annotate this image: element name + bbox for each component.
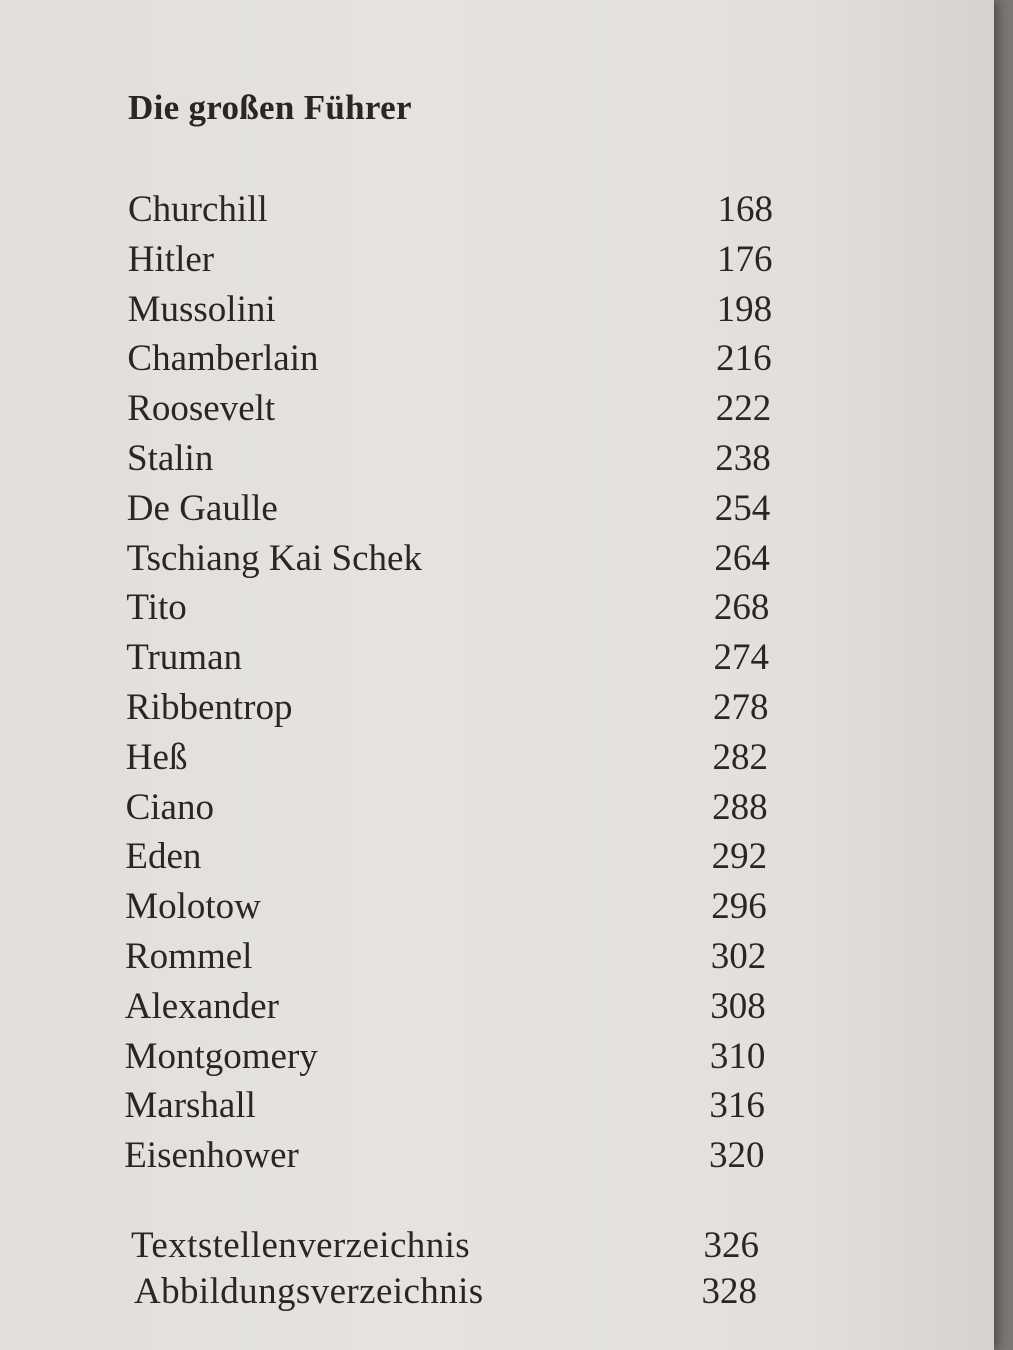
- entry-page-number: 302: [710, 936, 767, 977]
- entry-page-number: 310: [709, 1035, 766, 1077]
- section-heading: Die großen Führer: [128, 88, 412, 127]
- entry-page-number: 176: [717, 238, 773, 280]
- entry-page-number: 168: [717, 189, 773, 230]
- entry-name: Tschiang Kai Schek: [126, 537, 422, 579]
- entry-name: Alexander: [124, 985, 279, 1027]
- toc-entry: [0, 634, 994, 682]
- toc-entry: [0, 933, 994, 981]
- entry-name: Heß: [125, 736, 188, 778]
- entry-name: Marshall: [124, 1085, 256, 1127]
- entry-page-number: 316: [709, 1085, 765, 1127]
- toc-entry: [0, 584, 994, 632]
- toc-entry: [0, 734, 994, 782]
- entry-page-number: 264: [714, 537, 770, 579]
- entry-page-number: 278: [713, 687, 769, 728]
- toc-entry: [0, 485, 994, 533]
- toc-entry: [0, 1132, 994, 1180]
- entry-name: Rommel: [125, 936, 253, 977]
- toc-entry: [0, 784, 994, 832]
- toc-entry: [0, 1033, 994, 1081]
- entry-page-number: 326: [703, 1225, 759, 1266]
- entry-name: Chamberlain: [127, 338, 319, 380]
- toc-entry: [0, 335, 994, 383]
- appendix-entry: [0, 1222, 994, 1270]
- entry-page-number: 308: [710, 985, 766, 1027]
- toc-entry: [0, 236, 994, 284]
- entry-page-number: 296: [711, 886, 767, 928]
- toc-entry: [0, 883, 994, 931]
- entry-page-number: 268: [713, 587, 770, 629]
- toc-entry: [0, 385, 994, 433]
- entry-name: Stalin: [127, 438, 214, 479]
- entry-page-number: 216: [716, 338, 772, 380]
- entry-page-number: 288: [712, 786, 768, 828]
- toc-entry: [0, 286, 994, 334]
- appendix-entry: [0, 1268, 994, 1316]
- entry-name: Ciano: [125, 786, 214, 828]
- toc-entry: [0, 535, 994, 583]
- toc-entry: [0, 684, 994, 732]
- entry-page-number: 198: [716, 288, 773, 330]
- entry-name: De Gaulle: [126, 487, 278, 529]
- entry-name: Eisenhower: [124, 1135, 299, 1177]
- entry-name: Textstellenverzeichnis: [131, 1225, 471, 1266]
- toc-entry: [0, 833, 994, 881]
- toc-entry: [0, 186, 994, 234]
- entry-page-number: 254: [714, 487, 771, 529]
- entry-name: Eden: [125, 836, 202, 878]
- entry-name: Ribbentrop: [126, 687, 293, 728]
- entry-name: Abbildungsverzeichnis: [134, 1271, 484, 1312]
- entry-name: Molotow: [125, 886, 261, 928]
- toc-entry: [0, 1082, 994, 1130]
- entry-name: Roosevelt: [127, 388, 276, 430]
- entry-page-number: 320: [708, 1135, 765, 1177]
- entry-page-number: 274: [713, 637, 769, 679]
- entry-page-number: 328: [701, 1271, 757, 1312]
- toc-entry: [0, 435, 994, 483]
- entry-name: Churchill: [128, 189, 268, 230]
- entry-name: Montgomery: [124, 1035, 318, 1077]
- entry-name: Mussolini: [127, 288, 276, 330]
- entry-page-number: 222: [715, 388, 772, 430]
- entry-page-number: 292: [711, 836, 768, 878]
- toc-entry: [0, 983, 994, 1031]
- entry-name: Truman: [126, 637, 243, 679]
- entry-name: Tito: [126, 587, 187, 629]
- entry-page-number: 282: [712, 736, 769, 778]
- entry-page-number: 238: [715, 438, 771, 479]
- entry-name: Hitler: [127, 238, 215, 280]
